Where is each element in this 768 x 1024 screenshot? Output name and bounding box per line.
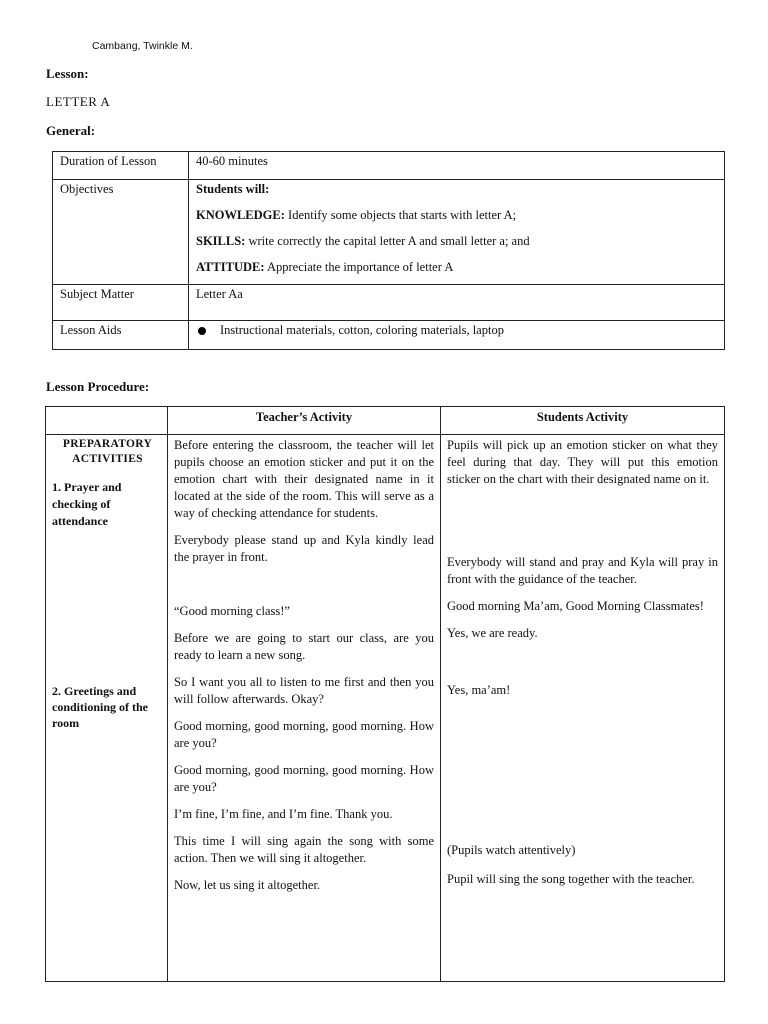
duration-value: 40-60 minutes — [189, 152, 725, 180]
student-text: Everybody will stand and pray and Kyla will pray in front with the guidance of the teacher. — [447, 555, 718, 586]
aids-label: Lesson Aids — [53, 321, 189, 350]
teacher-text: I’m fine, I’m fine, and I’m fine. Thank you. — [174, 807, 393, 821]
objective-key: SKILLS: — [196, 234, 246, 248]
objective-text: Identify some objects that starts with letter A; — [284, 208, 517, 222]
section-preparatory: PREPARATORY ACTIVITIES — [62, 438, 153, 465]
subject-value: Letter Aa — [189, 285, 725, 321]
objectives-intro: Students will: — [196, 182, 270, 196]
procedure-heading: Lesson Procedure: — [46, 379, 150, 394]
column-header-students: Students Activity — [441, 407, 725, 435]
aids-value: Instructional materials, cotton, coloring materials, laptop — [220, 323, 504, 337]
objective-attitude — [196, 259, 718, 276]
objective-text: Appreciate the importance of letter A — [264, 260, 454, 274]
teacher-text: Before entering the classroom, the teacher will let pupils choose an emotion sticker and put it on the emotion chart with their designated name in it located at the side of the room. This will serve as a way of checking attendance for students. — [174, 438, 434, 520]
student-text: (Pupils watch attentively) — [447, 843, 576, 857]
student-text: Yes, ma’am! — [447, 683, 511, 697]
aids-cell — [189, 321, 725, 350]
students-activity-cell — [441, 435, 725, 982]
objectives-cell — [189, 180, 725, 285]
bullet-icon — [198, 327, 206, 335]
lesson-title: LETTER A — [46, 94, 111, 109]
objective-text: write correctly the capital letter A and small letter a; and — [245, 234, 530, 248]
section-prayer: 1. Prayer and checking of attendance — [52, 480, 122, 528]
column-header-blank — [46, 407, 168, 435]
table-header-row — [46, 407, 725, 435]
objective-skills — [196, 233, 718, 250]
table-row — [46, 435, 725, 982]
objective-key: ATTITUDE: — [196, 260, 265, 274]
table-row — [53, 321, 725, 350]
table-row — [53, 180, 725, 285]
section-cell — [46, 435, 168, 982]
student-text: Yes, we are ready. — [447, 626, 538, 640]
author-name: Cambang, Twinkle M. — [92, 40, 193, 52]
objective-key: KNOWLEDGE: — [196, 208, 285, 222]
subject-label: Subject Matter — [53, 285, 189, 321]
student-text: Pupil will sing the song together with the teacher. — [447, 872, 695, 886]
teacher-text: Good morning, good morning, good morning. How are you? — [174, 763, 434, 794]
general-heading: General: — [46, 123, 96, 138]
general-info-table — [52, 151, 725, 350]
teacher-text: “Good morning class!” — [174, 604, 290, 618]
section-greetings: 2. Greetings and conditioning of the room — [52, 684, 149, 730]
teacher-text: Good morning, good morning, good morning. How are you? — [174, 719, 434, 750]
teacher-text: Everybody please stand up and Kyla kindly lead the prayer in front. — [174, 533, 434, 564]
lesson-heading: Lesson: — [46, 66, 89, 81]
table-row — [53, 152, 725, 180]
teacher-text: Before we are going to start our class, are you ready to learn a new song. — [174, 631, 434, 662]
teacher-text: So I want you all to listen to me first and then you will follow afterwards. Okay? — [174, 675, 434, 706]
duration-label: Duration of Lesson — [53, 152, 189, 180]
procedure-table — [45, 406, 725, 982]
table-row — [53, 285, 725, 321]
student-text: Pupils will pick up an emotion sticker on what they feel during that day. They will put this emotion sticker on the chart with their designated name on it. — [447, 438, 718, 486]
objective-knowledge — [196, 207, 718, 224]
teacher-activity-cell — [168, 435, 441, 982]
student-text: Good morning Ma’am, Good Morning Classmates! — [447, 599, 704, 613]
teacher-text: Now, let us sing it altogether. — [174, 878, 321, 892]
column-header-teacher: Teacher’s Activity — [168, 407, 441, 435]
objectives-label: Objectives — [53, 180, 189, 285]
teacher-text: This time I will sing again the song with some action. Then we will sing it altogether. — [174, 834, 434, 865]
